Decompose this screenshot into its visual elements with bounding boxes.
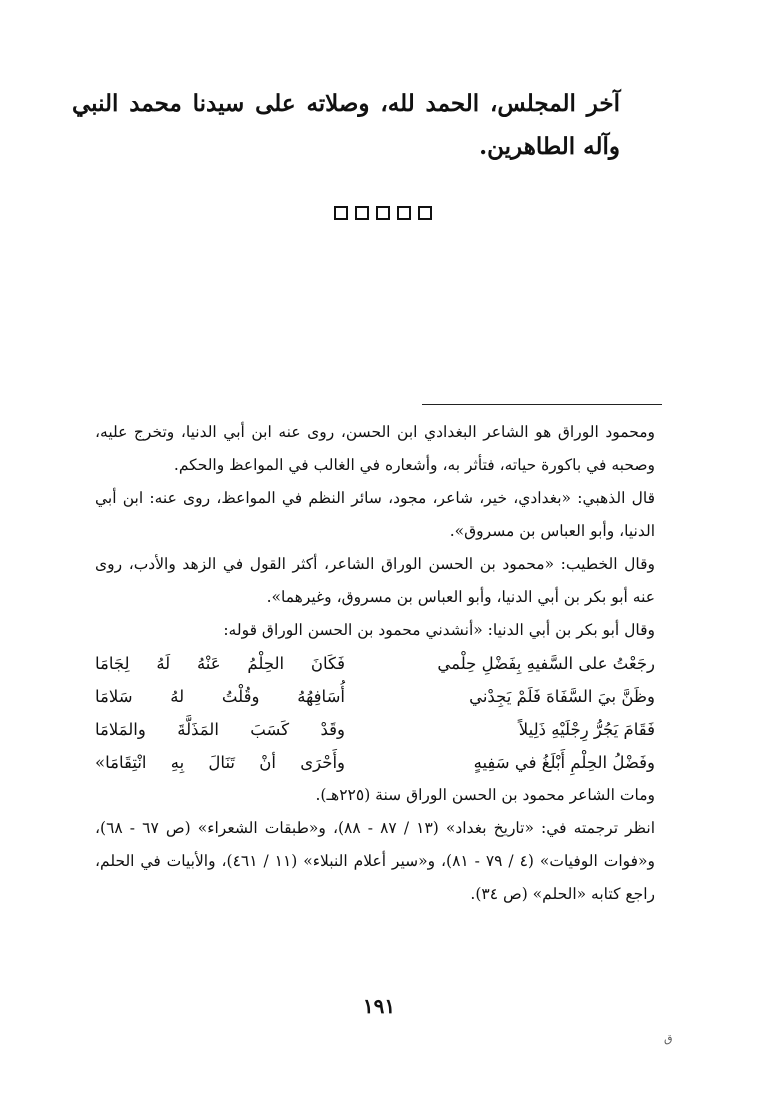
poem-verse: [95, 680, 655, 713]
hollow-square-icon: [334, 206, 348, 220]
verse-second-hemistich: وأَحْرَى أنْ تَنَالَ بِهِ انْتِقَامَا»: [95, 753, 345, 772]
hollow-square-icon: [397, 206, 411, 220]
hollow-square-icon: [418, 206, 432, 220]
poem-verse: [95, 713, 655, 746]
verse-first-hemistich: فَقَامَ يَجُرُّ رِجْلَيْهِ ذَلِيلاً: [518, 720, 655, 739]
footnote-paragraph: قال الذهبي: «بغدادي، خير، شاعر، مجود، سائر النظم في المواعظ، روى عنه: ابن أبي الدنيا، وأبو العباس بن مسروق».: [95, 489, 655, 540]
hollow-square-icon: [355, 206, 369, 220]
footnotes: [95, 416, 655, 911]
corner-mark: ق: [664, 1032, 673, 1045]
verse-first-hemistich: وظَنَّ بيَ السَّفَاهَ فَلَمْ يَجِدْني: [469, 687, 655, 706]
verse-second-hemistich: فَكَانَ الحِلْمُ عَنْهُ لَهُ لِجَامَا: [95, 654, 345, 673]
end-marks: [334, 206, 432, 220]
page-number: ١٩١: [362, 994, 396, 1018]
footnote-paragraph: وقال أبو بكر بن أبي الدنيا: «أنشدني محمود بن الحسن الوراق قوله:: [223, 621, 655, 639]
poem-verse: [95, 647, 655, 680]
hollow-square-icon: [376, 206, 390, 220]
footnote-paragraph: ومحمود الوراق هو الشاعر البغدادي ابن الحسن، روى عنه ابن أبي الدنيا، وتخرج عليه، وصحبه في باكورة حياته، فتأثر به، وأشعاره في الغالب في المواعظ والحكم.: [95, 423, 655, 474]
verse-second-hemistich: وقَدْ كَسَبَ المَذَلَّةَ والمَلامَا: [95, 720, 345, 739]
footnote-paragraph: انظر ترجمته في: «تاريخ بغداد» (١٣ / ٨٧ - ٨٨)، و«طبقات الشعراء» (ص ٦٧ - ٦٨)، و«فوات الوفيات» (٤ / ٧٩ - ٨١)، و«سير أعلام النبلاء» (١١ / ٤٦١)، والأبيات في الحلم، راجع كتابه «الحلم» (ص ٣٤).: [95, 819, 656, 903]
footnote-paragraph: وقال الخطيب: «محمود بن الحسن الوراق الشاعر، أكثر القول في الزهد والأدب، روى عنه أبو بكر بن أبي الدنيا، وأبو العباس بن مسروق، وغيرهما».: [95, 555, 655, 606]
poem-verse: [95, 746, 655, 779]
poem: [95, 647, 655, 779]
closing-paragraph: آخر المجلس، الحمد لله، وصلاته على سيدنا محمد النبي وآله الطاهرين.: [72, 90, 620, 160]
verse-first-hemistich: وفَضْلُ الحِلْمِ أَبْلَغُ في سَفِيهٍ: [473, 753, 655, 772]
footnote-paragraph: ومات الشاعر محمود بن الحسن الوراق سنة (٢٢٥هـ).: [315, 786, 655, 804]
footnote-separator: [422, 404, 662, 405]
verse-first-hemistich: رجَعْتُ على السَّفيهِ بِفَضْلِ حِلْمي: [437, 654, 655, 673]
verse-second-hemistich: أُسَافِهُهُ وقُلْتُ لهُ سَلامَا: [95, 687, 345, 706]
